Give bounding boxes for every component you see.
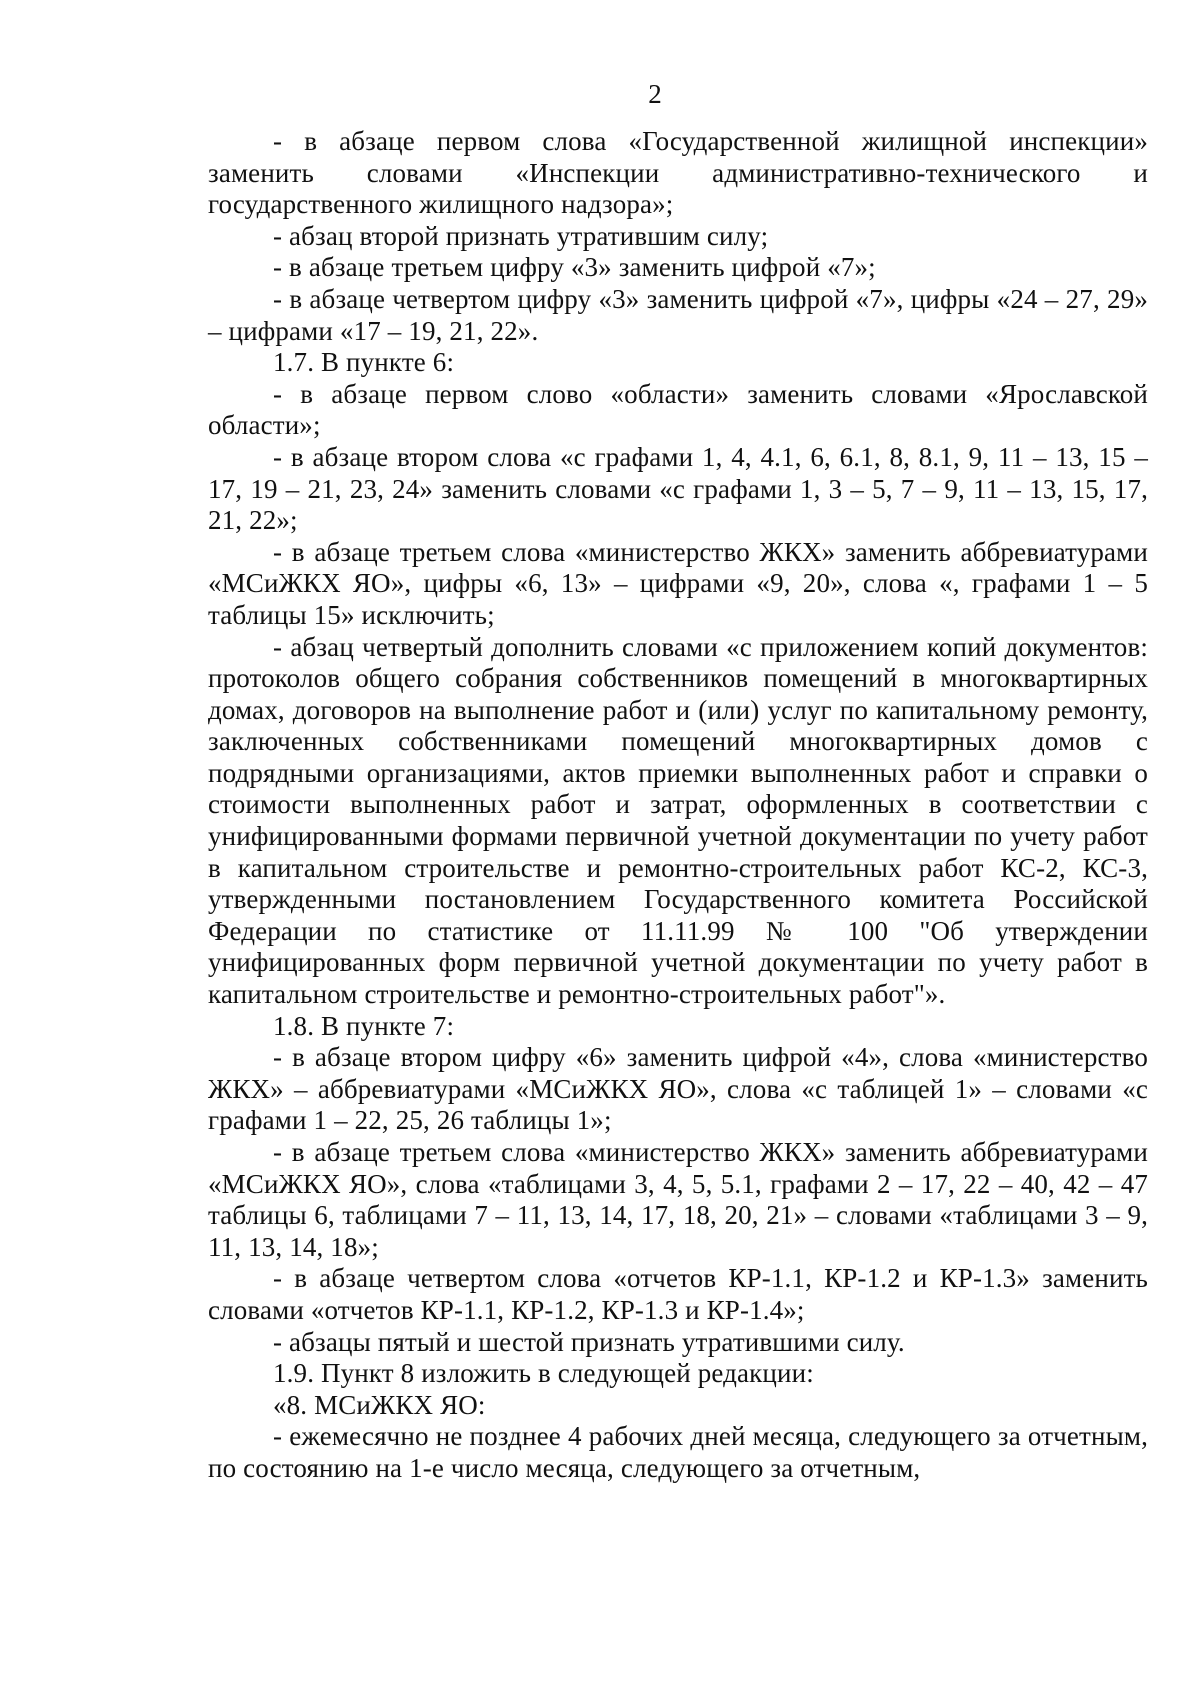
- paragraph: - ежемесячно не позднее 4 рабочих дней месяца, следующего за отчетным, по состоянию на 1-е число месяца, следующего за отчетным,: [208, 1421, 1148, 1483]
- paragraph: - в абзаце третьем слова «министерство ЖКХ» заменить аббревиатурами «МСиЖКХ ЯО», цифры «6, 13» – цифрами «9, 20», слова «, графами 1 – 5 таблицы 15» исключить;: [208, 536, 1148, 630]
- paragraph: - в абзаце третьем цифру «3» заменить цифрой «7»;: [273, 252, 876, 283]
- paragraph: - абзац четвертый дополнить словами «с приложением копий документов: протоколов общего собрания собственников помещений в многоквартирных домах, договоров на выполнение работ и (или) услуг по капитальному ремонту, заключенных собственниками помещений многоквартирных домов с подрядными организациями, актов приемки выполненных работ и справки о стоимости выполненных работ и затрат, оформленных в соответствии с унифицированными формами первичной учетной документации по учету работ в капитальном строительстве и ремонтно-строительных работ КС-2, КС-3, утвержденными постановлением Государственного комитета Российской Федерации по статистике от 11.11.99 № 100 "Об утверждении унифицированных форм первичной учетной документации по учету работ в капитальном строительстве и ремонтно-строительных работ"».: [208, 631, 1148, 1010]
- paragraph: - абзац второй признать утратившим силу;: [273, 220, 769, 251]
- paragraph: - в абзаце четвертом слова «отчетов КР-1.1, КР-1.2 и КР-1.3» заменить словами «отчетов КР-1.1, КР-1.2, КР-1.3 и КР-1.4»;: [208, 1263, 1148, 1325]
- section-heading: 1.7. В пункте 6:: [273, 347, 455, 378]
- page-number: 2: [648, 79, 662, 109]
- document-body: [208, 126, 1148, 1485]
- paragraph: - в абзаце первом слова «Государственной жилищной инспекции» заменить словами «Инспекции административно-технического и государственного жилищного надзора»;: [208, 126, 1148, 220]
- paragraph: - в абзаце первом слово «области» заменить словами «Ярославской области»;: [208, 378, 1148, 441]
- paragraph: - в абзаце третьем слова «министерство ЖКХ» заменить аббревиатурами «МСиЖКХ ЯО», слова «таблицами 3, 4, 5, 5.1, графами 2 – 17, 22 – 40, 42 – 47 таблицы 6, таблицами 7 – 11, 13, 14, 17, 18, 20, 21» – словами «таблицами 3 – 9, 11, 13, 14, 18»;: [208, 1137, 1148, 1262]
- paragraph: - в абзаце втором цифру «6» заменить цифрой «4», слова «министерство ЖКХ» – аббревиатурами «МСиЖКХ ЯО», слова «с таблицей 1» – словами «с графами 1 – 22, 25, 26 таблицы 1»;: [208, 1042, 1148, 1136]
- section-heading: 1.8. В пункте 7:: [273, 1010, 455, 1041]
- paragraph: - в абзаце втором слова «с графами 1, 4, 4.1, 6, 6.1, 8, 8.1, 9, 11 – 13, 15 – 17, 19 – 21, 23, 24» заменить словами «с графами 1, 3 – 5, 7 – 9, 11 – 13, 15, 17, 21, 22»;: [208, 441, 1148, 536]
- paragraph: - в абзаце четвертом цифру «3» заменить цифрой «7», цифры «24 – 27, 29» – цифрами «17 – 19, 21, 22».: [208, 283, 1148, 346]
- paragraph: «8. МСиЖКХ ЯО:: [273, 1389, 486, 1420]
- section-heading: 1.9. Пункт 8 изложить в следующей редакции:: [273, 1358, 814, 1389]
- paragraph: - абзацы пятый и шестой признать утратившими силу.: [273, 1326, 905, 1357]
